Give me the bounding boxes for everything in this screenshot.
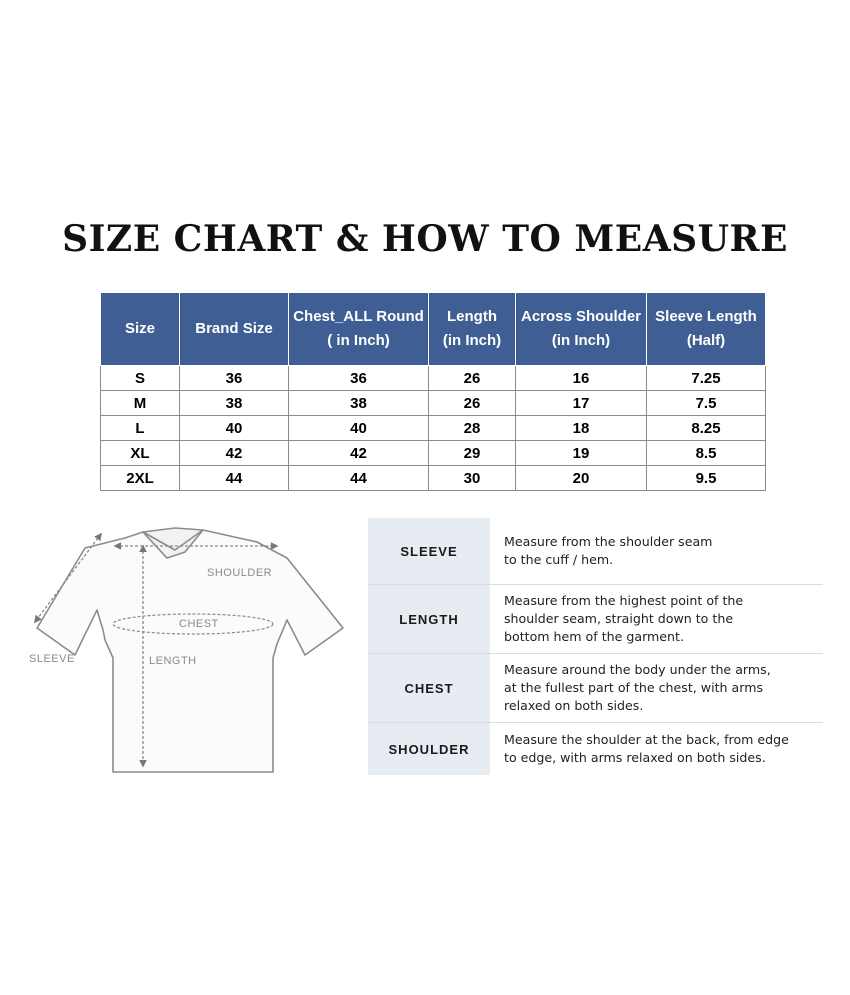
header-across-shoulder: Across Shoulder (in Inch)	[516, 293, 647, 366]
table-cell: 20	[516, 466, 647, 491]
shirt-measure-diagram	[25, 520, 360, 780]
guide-label: SHOULDER	[368, 723, 490, 775]
header-size: Size	[101, 293, 180, 366]
table-cell: 30	[429, 466, 516, 491]
header-brand-size: Brand Size	[180, 293, 289, 366]
table-cell: 2XL	[101, 466, 180, 491]
guide-description: Measure the shoulder at the back, from edge to edge, with arms relaxed on both sides.	[504, 732, 789, 765]
table-cell: 36	[180, 366, 289, 391]
diagram-label-chest: CHEST	[179, 618, 219, 630]
table-row	[101, 416, 766, 441]
guide-description: Measure from the shoulder seam to the cuff / hem.	[504, 534, 713, 567]
table-cell: 7.25	[647, 366, 766, 391]
table-cell: M	[101, 391, 180, 416]
table-cell: 40	[180, 416, 289, 441]
table-row	[101, 466, 766, 491]
guide-label: LENGTH	[368, 585, 490, 653]
table-row	[101, 366, 766, 391]
table-cell: 16	[516, 366, 647, 391]
table-cell: 17	[516, 391, 647, 416]
guide-label: CHEST	[368, 654, 490, 722]
measure-guide	[368, 518, 823, 775]
table-cell: 42	[180, 441, 289, 466]
table-cell: 40	[289, 416, 429, 441]
guide-row-chest	[368, 653, 823, 722]
guide-description: Measure around the body under the arms, at the fullest part of the chest, with arms relaxed on both sides.	[504, 662, 771, 713]
table-cell: 26	[429, 366, 516, 391]
diagram-label-length: LENGTH	[149, 655, 197, 667]
table-header-row	[101, 293, 766, 366]
table-cell: 18	[516, 416, 647, 441]
size-chart-table	[100, 292, 766, 491]
header-length: Length (in Inch)	[429, 293, 516, 366]
header-sleeve-length: Sleeve Length (Half)	[647, 293, 766, 366]
guide-label: SLEEVE	[368, 518, 490, 584]
table-cell: 8.5	[647, 441, 766, 466]
table-cell: 26	[429, 391, 516, 416]
table-cell: 8.25	[647, 416, 766, 441]
diagram-label-sleeve: SLEEVE	[29, 653, 75, 665]
table-cell: 38	[180, 391, 289, 416]
guide-description: Measure from the highest point of the shoulder seam, straight down to the bottom hem of the garment.	[504, 593, 744, 644]
table-row	[101, 391, 766, 416]
table-cell: XL	[101, 441, 180, 466]
table-cell: 28	[429, 416, 516, 441]
table-cell: 19	[516, 441, 647, 466]
table-cell: 36	[289, 366, 429, 391]
table-cell: 7.5	[647, 391, 766, 416]
table-cell: S	[101, 366, 180, 391]
shirt-outline-icon	[37, 528, 343, 772]
guide-row-sleeve	[368, 518, 823, 584]
page-title: SIZE CHART & HOW TO MEASURE	[62, 218, 788, 260]
table-cell: 44	[180, 466, 289, 491]
diagram-label-shoulder: SHOULDER	[207, 567, 273, 579]
table-cell: 29	[429, 441, 516, 466]
guide-row-length	[368, 584, 823, 653]
table-cell: L	[101, 416, 180, 441]
table-cell: 44	[289, 466, 429, 491]
table-cell: 9.5	[647, 466, 766, 491]
header-chest: Chest_ALL Round ( in Inch)	[289, 293, 429, 366]
table-cell: 42	[289, 441, 429, 466]
guide-row-shoulder	[368, 722, 823, 775]
table-row	[101, 441, 766, 466]
table-cell: 38	[289, 391, 429, 416]
